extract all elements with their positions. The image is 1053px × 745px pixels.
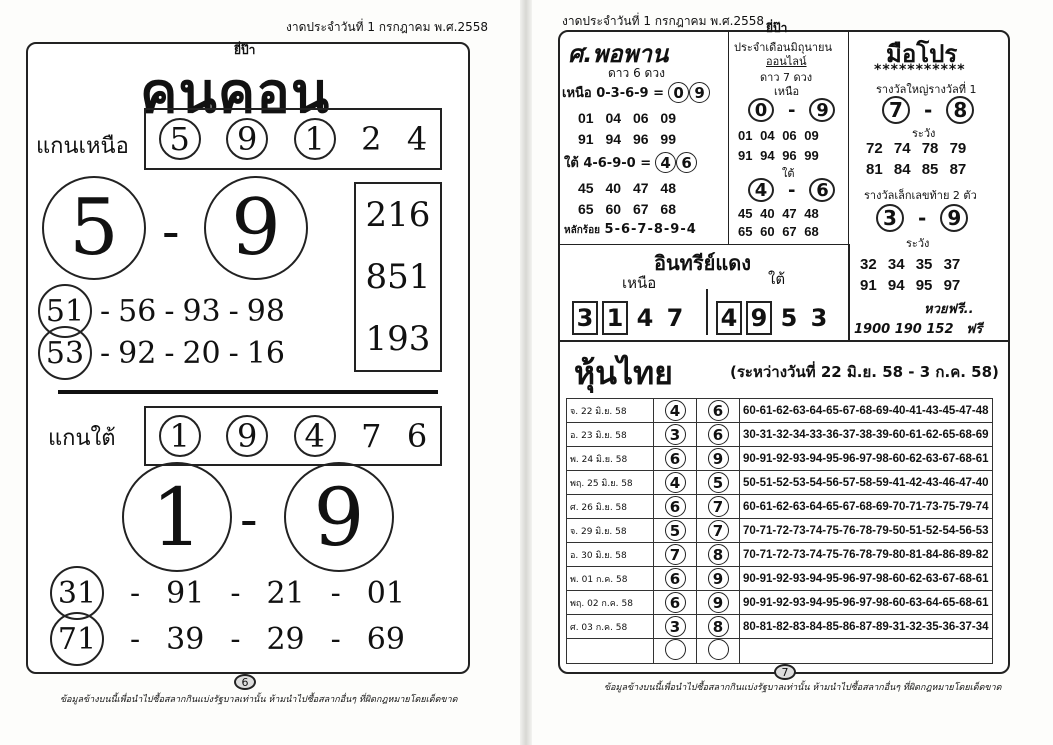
stock-date: พฤ. 02 ก.ค. 58 <box>567 591 654 615</box>
stock-digit: 4 <box>665 400 686 421</box>
number: 20 <box>182 335 221 371</box>
num: 68 <box>804 224 819 239</box>
right-page <box>532 0 1053 745</box>
stock-pair-cell <box>654 591 697 615</box>
col3 <box>850 32 1006 340</box>
col1-subtitle: ดาว 6 ดวง <box>608 66 665 80</box>
num: 96 <box>782 148 797 163</box>
north-label: แกนเหนือ <box>36 134 129 159</box>
left-panel <box>26 42 470 674</box>
table-row <box>567 495 993 519</box>
stock-pair-cell <box>697 519 740 543</box>
col3-row <box>860 256 960 273</box>
col3-pair2: 3 - 9 <box>876 204 968 232</box>
col1-north <box>562 82 710 103</box>
triple-number: 216 <box>365 195 431 235</box>
stock-digit: 4 <box>665 472 686 493</box>
south-digit: 4 <box>294 415 336 457</box>
circled-number: 71 <box>50 612 104 666</box>
num: 65 <box>738 224 753 239</box>
col1-north-label: เหนือ 0-3-6-9 = <box>562 86 665 101</box>
organic-south-label: ใต้ <box>768 270 786 288</box>
num: 78 <box>921 140 939 157</box>
book-spine <box>520 0 532 745</box>
num: 91 <box>738 148 753 163</box>
stock-digit: 7 <box>708 496 729 517</box>
col3-left-border <box>848 244 850 340</box>
col1 <box>560 32 729 244</box>
stock-date <box>567 639 654 664</box>
stock-numbers: 90-91-92-93-94-95-96-97-98-60-62-63-67-68-61 <box>740 567 993 591</box>
stock-date: ศ. 03 ก.ค. 58 <box>567 615 654 639</box>
organic-digit: 4 <box>716 301 742 335</box>
triple-number: 193 <box>365 319 431 359</box>
stock-digit: 5 <box>665 520 686 541</box>
south-digit: 1 <box>159 415 201 457</box>
stock-numbers: 80-81-82-83-84-85-86-87-89-31-32-35-36-37-34 <box>740 615 993 639</box>
num: 99 <box>660 131 676 147</box>
stock-pair-cell <box>654 639 697 664</box>
stock-date: พ. 24 มิ.ย. 58 <box>567 447 654 471</box>
stock-numbers: 60-61-62-63-64-65-67-68-69-70-71-73-75-79-74 <box>740 495 993 519</box>
circled-number: 53 <box>38 326 92 380</box>
col1-row <box>578 110 676 126</box>
col3-caution: ระวัง <box>912 127 936 140</box>
circled-number: 51 <box>38 284 92 338</box>
col1-row <box>578 180 676 196</box>
col1-north-pair: 0 <box>668 82 689 103</box>
stock-pair-cell <box>697 471 740 495</box>
col3-title: มือโปร <box>886 40 958 68</box>
organic-divider <box>706 289 708 335</box>
left-title: คนคอน <box>140 61 331 126</box>
stock-numbers: 90-91-92-93-94-95-96-97-98-60-62-63-67-68-61 <box>740 447 993 471</box>
stock-digit: 9 <box>708 448 729 469</box>
organic-digit: 5 <box>780 304 798 332</box>
col2-south-pair: 4 - 6 <box>748 178 835 202</box>
num: 45 <box>578 180 594 196</box>
num: 74 <box>893 140 911 157</box>
table-row <box>567 543 993 567</box>
stock-range: (ระหว่างวันที่ 22 มิ.ย. 58 - 3 ก.ค. 58) <box>730 363 999 381</box>
num: 48 <box>660 180 676 196</box>
num: 68 <box>660 201 676 217</box>
table-row <box>567 471 993 495</box>
table-row <box>567 639 993 664</box>
col2-line1: ประจำเดือนมิถุนายน <box>734 41 833 54</box>
col2-north-pair: 0 - 9 <box>748 98 835 122</box>
stock-digit: 7 <box>708 520 729 541</box>
num: 67 <box>782 224 797 239</box>
top-number-row: 53 - 92 - 20 - 16 <box>38 326 285 380</box>
num: 94 <box>760 148 775 163</box>
num: 32 <box>860 256 877 273</box>
stock-digit <box>708 639 729 660</box>
big-top-dash: - <box>162 202 180 262</box>
pair-digit: 6 <box>809 178 835 202</box>
stock-digit: 5 <box>708 472 729 493</box>
num: 37 <box>943 256 961 273</box>
pair-digit: 9 <box>940 204 968 232</box>
pair-digit: 9 <box>809 98 835 122</box>
col1-south-pair: 4 <box>655 152 676 173</box>
stock-digit: 6 <box>708 400 729 421</box>
stock-numbers: 30-31-32-34-33-36-37-38-39-60-61-62-65-68-69 <box>740 423 993 447</box>
right-header: ยี่ป๊า <box>766 21 788 35</box>
stock-date: อ. 30 มิ.ย. 58 <box>567 543 654 567</box>
num: 60 <box>605 201 622 217</box>
left-footer: ข้อมูลข้างบนนี้เพื่อนำไปซื้อสลากกินแบ่งรัฐบาลเท่านั้น ห้ามนำไปซื้อสลากอื่นๆ ที่ผิดกฎหมายโดยเด็ดขาด <box>60 695 458 705</box>
number: 91 <box>166 575 205 611</box>
bottom-number-row: 71 - 39 - 29 - 69 <box>50 612 405 666</box>
stock-digit: 6 <box>665 568 686 589</box>
stock-digit: 6 <box>708 424 729 445</box>
stock-pair-cell <box>697 447 740 471</box>
num: 01 <box>738 128 753 143</box>
col2-row <box>738 148 819 163</box>
col3-prize-label: รางวัลใหญ่รางวัลที่ 1 <box>876 83 977 96</box>
num: 65 <box>578 201 594 217</box>
pair-digit: 0 <box>748 98 774 122</box>
num: 47 <box>632 180 649 196</box>
num: 01 <box>578 110 594 126</box>
stock-pair-cell <box>654 447 697 471</box>
stock-digit: 8 <box>708 544 729 565</box>
left-date-line: งาดประจำวันที่ 1 กรกฎาคม พ.ศ.2558 <box>286 20 489 34</box>
col3-pair1: 7 - 8 <box>882 96 974 124</box>
south-digit: 6 <box>406 417 428 455</box>
num: 81 <box>866 161 883 178</box>
north-digit: 4 <box>406 120 428 158</box>
num: 04 <box>760 128 775 143</box>
table-row <box>567 399 993 423</box>
organic-digit: 1 <box>602 301 628 335</box>
col2-stars: ดาว 7 ดวง <box>760 71 813 84</box>
num: 40 <box>760 206 775 221</box>
number: 01 <box>366 575 405 611</box>
triples-box <box>354 182 442 372</box>
stock-pair-cell <box>654 519 697 543</box>
free-numbers: 1900 190 152 <box>854 322 954 337</box>
top-number-row: 51 - 56 - 93 - 98 <box>38 284 285 338</box>
pair-digit: 4 <box>748 178 774 202</box>
col3-free-label: หวยฟรี.. <box>924 302 974 317</box>
stock-pair-cell <box>654 567 697 591</box>
num: 40 <box>605 180 622 196</box>
num: 94 <box>887 277 905 294</box>
left-header: ยี่ป๊า <box>234 43 256 57</box>
free-word: ฟรี <box>966 322 983 337</box>
number: 69 <box>366 621 405 657</box>
big-bottom-left-digit: 1 <box>122 462 232 572</box>
num: 47 <box>782 206 797 221</box>
stock-pair-cell <box>654 399 697 423</box>
stock-digit <box>665 639 686 660</box>
num: 06 <box>782 128 797 143</box>
stock-digit: 9 <box>708 592 729 613</box>
stock-numbers <box>740 639 993 664</box>
stock-pair-cell <box>654 495 697 519</box>
north-digit: 5 <box>159 118 201 160</box>
stock-pair-cell <box>697 639 740 664</box>
num: 99 <box>804 148 819 163</box>
south-digit: 7 <box>361 417 382 455</box>
circled-number: 31 <box>50 566 104 620</box>
hundreds-value: 5-6-7-8-9-4 <box>604 222 697 237</box>
table-row <box>567 423 993 447</box>
col3-free <box>854 318 982 339</box>
col1-south-pair: 6 <box>676 152 697 173</box>
stock-date: จ. 29 มิ.ย. 58 <box>567 519 654 543</box>
right-date-line: งาดประจำวันที่ 1 กรกฎาคม พ.ศ.2558 <box>562 14 765 28</box>
big-bottom-right-digit: 9 <box>284 462 394 572</box>
stock-pair-cell <box>697 543 740 567</box>
num: 09 <box>660 110 676 126</box>
num: 09 <box>804 128 819 143</box>
divider <box>58 390 438 394</box>
north-digit: 1 <box>294 118 336 160</box>
stock-digit: 3 <box>665 424 686 445</box>
stock-pair-cell <box>697 591 740 615</box>
stock-digit: 3 <box>665 616 686 637</box>
stock-title: หุ้นไทย <box>574 354 673 392</box>
triple-number: 851 <box>365 257 431 297</box>
col1-north-pair: 9 <box>689 82 710 103</box>
num: 45 <box>738 206 753 221</box>
col1-row <box>578 131 676 147</box>
col2-north: เหนือ <box>774 85 800 98</box>
num: 97 <box>943 277 961 294</box>
bottom-number-row: 31 - 91 - 21 - 01 <box>50 566 405 620</box>
north-digit: 2 <box>361 120 382 158</box>
num: 34 <box>887 256 905 273</box>
number: 16 <box>246 335 285 371</box>
organic-digit: 4 <box>636 304 654 332</box>
col2-line2: ออนไลน์ <box>766 55 807 68</box>
stock-numbers: 50-51-52-53-54-56-57-58-59-41-42-43-46-47-40 <box>740 471 993 495</box>
stock-digit: 6 <box>665 592 686 613</box>
stock-numbers: 70-71-72-73-74-75-76-78-79-80-81-84-86-89-82 <box>740 543 993 567</box>
num: 91 <box>578 131 594 147</box>
col3-caution2: ระวัง <box>906 237 930 250</box>
num: 72 <box>866 140 883 157</box>
number: 92 <box>118 335 157 371</box>
num: 84 <box>893 161 911 178</box>
big-top-left-digit: 5 <box>42 176 146 280</box>
organic-title: อินทรีย์แดง <box>654 251 751 275</box>
pair-digit: 3 <box>876 204 904 232</box>
number: 56 <box>118 293 157 329</box>
stock-date: พฤ. 25 มิ.ย. 58 <box>567 471 654 495</box>
organic-digit: 9 <box>746 301 772 335</box>
number: 98 <box>246 293 285 329</box>
num: 94 <box>605 131 622 147</box>
col1-south-label: ใต้ 4-6-9-0 = <box>564 156 652 171</box>
organic-north-label: เหนือ <box>622 274 657 292</box>
num: 48 <box>804 206 819 221</box>
number: 29 <box>266 621 305 657</box>
num: 67 <box>632 201 649 217</box>
stock-date: อ. 23 มิ.ย. 58 <box>567 423 654 447</box>
stock-digit: 6 <box>665 448 686 469</box>
num: 85 <box>921 161 939 178</box>
table-row <box>567 591 993 615</box>
organic-south-digits <box>716 301 832 335</box>
col2-row <box>738 128 819 143</box>
pair-digit: 8 <box>946 96 974 124</box>
col3-last2-label: รางวัลเล็กเลขท้าย 2 ตัว <box>864 189 977 202</box>
left-page <box>0 0 520 745</box>
table-row <box>567 567 993 591</box>
stock-digit: 9 <box>708 568 729 589</box>
stock-numbers: 70-71-72-73-74-75-76-78-79-50-51-52-54-56-53 <box>740 519 993 543</box>
number: 39 <box>166 621 205 657</box>
stock-pair-cell <box>654 543 697 567</box>
south-digit: 9 <box>226 415 268 457</box>
col2 <box>730 32 849 244</box>
num: 87 <box>949 161 967 178</box>
table-row <box>567 615 993 639</box>
num: 06 <box>632 110 649 126</box>
number: 21 <box>266 575 305 611</box>
stock-pair-cell <box>697 615 740 639</box>
col1-hundreds <box>564 222 697 238</box>
stock-pair-cell <box>697 399 740 423</box>
stock-date: ศ. 26 มิ.ย. 58 <box>567 495 654 519</box>
north-digits-box <box>144 108 442 170</box>
south-digits-box <box>144 406 442 466</box>
stock-pair-cell <box>654 471 697 495</box>
stock-numbers: 90-91-92-93-94-95-96-97-98-60-63-64-65-68-61 <box>740 591 993 615</box>
num: 79 <box>949 140 967 157</box>
pair-digit: 7 <box>882 96 910 124</box>
num: 04 <box>605 110 622 126</box>
col3-stars: *********** <box>874 62 966 78</box>
stock-date: จ. 22 มิ.ย. 58 <box>567 399 654 423</box>
south-label: แกนใต้ <box>48 426 116 451</box>
col1-row <box>578 201 676 217</box>
north-digit: 9 <box>226 118 268 160</box>
right-page-number: 7 <box>774 664 796 680</box>
num: 96 <box>632 131 649 147</box>
col2-south: ใต้ <box>782 167 795 180</box>
stock-digit: 7 <box>665 544 686 565</box>
stock-pair-cell <box>654 615 697 639</box>
big-top-right-digit: 9 <box>204 176 308 280</box>
organic-section <box>560 244 848 341</box>
stock-numbers: 60-61-62-63-64-65-67-68-69-40-41-43-45-47-48 <box>740 399 993 423</box>
stock-date: พ. 01 ก.ค. 58 <box>567 567 654 591</box>
col1-south <box>564 152 697 173</box>
num: 60 <box>760 224 775 239</box>
col3-row <box>866 161 966 178</box>
organic-north-digits <box>572 301 688 335</box>
table-row <box>567 519 993 543</box>
stock-pair-cell <box>697 495 740 519</box>
table-row <box>567 447 993 471</box>
col3-row <box>860 277 960 294</box>
stock-digit: 8 <box>708 616 729 637</box>
organic-digit: 3 <box>572 301 598 335</box>
hundreds-label: หลักร้อย <box>564 225 601 236</box>
stock-section <box>560 340 1008 672</box>
col1-title: ศ.พอพาน <box>568 40 669 68</box>
organic-digit: 3 <box>810 304 828 332</box>
left-page-number: 6 <box>234 674 256 690</box>
number: 93 <box>182 293 221 329</box>
stock-pair-cell <box>697 567 740 591</box>
big-bottom-dash: - <box>240 490 258 550</box>
num: 35 <box>915 256 933 273</box>
num: 95 <box>915 277 933 294</box>
col3-row <box>866 140 966 157</box>
stock-digit: 6 <box>665 496 686 517</box>
organic-digit: 7 <box>666 304 684 332</box>
col2-row <box>738 224 819 239</box>
num: 91 <box>860 277 877 294</box>
right-footer: ข้อมูลข้างบนนี้เพื่อนำไปซื้อสลากกินแบ่งรัฐบาลเท่านั้น ห้ามนำไปซื้อสลากอื่นๆ ที่ผิดกฎหมายโดยเด็ดขาด <box>604 683 1002 693</box>
stock-table <box>566 398 993 664</box>
stock-pair-cell <box>654 423 697 447</box>
stock-pair-cell <box>697 423 740 447</box>
col2-row <box>738 206 819 221</box>
